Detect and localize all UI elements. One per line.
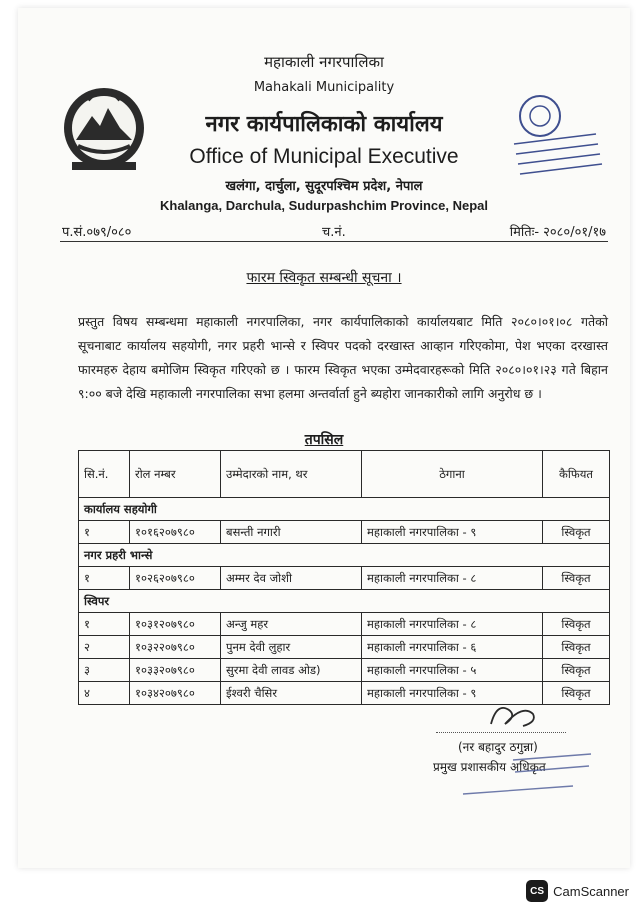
schedule-heading: तपसिल (304, 432, 344, 448)
candidate-table (78, 450, 610, 705)
address-cell: महाकाली नगरपालिका - ८ (362, 613, 543, 636)
candidate-name-cell: ईश्वरी चैसिर (221, 682, 362, 705)
remarks-cell: स्विकृत (543, 521, 610, 544)
group-row (79, 544, 610, 567)
serial-cell: २ (79, 636, 130, 659)
remarks-cell: स्विकृत (543, 636, 610, 659)
letter-date: मितिः- २०८०/०१/१७ (509, 225, 606, 240)
candidate-name-cell: सुरमा देवी लावड ओड) (221, 659, 362, 682)
roll-number-cell: १०३४२०७९८० (130, 682, 221, 705)
camscanner-label: CamScanner (553, 883, 629, 899)
address-cell: महाकाली नगरपालिका - ५ (362, 659, 543, 682)
serial-cell: ४ (79, 682, 130, 705)
table-row (79, 659, 610, 682)
table-header-row (79, 451, 610, 498)
serial-cell: ३ (79, 659, 130, 682)
divider (60, 241, 608, 242)
group-title: नगर प्रहरी भान्से (79, 544, 610, 567)
notice-subject: फारम स्विकृत सम्बन्धी सूचना । (246, 270, 402, 286)
remarks-cell: स्विकृत (543, 659, 610, 682)
serial-cell: १ (79, 613, 130, 636)
camscanner-logo-icon: CS (526, 880, 548, 902)
column-header: सि.नं. (79, 451, 130, 498)
table-row (79, 636, 610, 659)
roll-number-cell: १०३३२०७९८० (130, 659, 221, 682)
letter-number: प.सं.०७९/०८० (62, 225, 132, 240)
dispatch-number: च.नं. (322, 225, 346, 240)
candidate-name-cell: बसन्ती नगारी (221, 521, 362, 544)
camscanner-watermark (526, 880, 629, 902)
address-np: खलंगा, दार्चुला, सुदूरपश्चिम प्रदेश, नेपाल (225, 179, 423, 194)
group-row (79, 498, 610, 521)
roll-number-cell: १०१६२०७९८० (130, 521, 221, 544)
column-header: ठेगाना (362, 451, 543, 498)
table-row (79, 567, 610, 590)
group-title: स्विपर (79, 590, 610, 613)
executive-title-np: नगर कार्यपालिकाको कार्यालय (205, 112, 443, 137)
roll-number-cell: १०३१२०७९८० (130, 613, 221, 636)
signature-stamp-icon (443, 750, 593, 800)
column-header: रोल नम्बर (130, 451, 221, 498)
address-cell: महाकाली नगरपालिका - ८ (362, 567, 543, 590)
address-cell: महाकाली नगरपालिका - ९ (362, 682, 543, 705)
signatory-name: (नर बहादुर ठगुन्ना) (458, 740, 538, 754)
serial-cell: १ (79, 567, 130, 590)
address-cell: महाकाली नगरपालिका - ९ (362, 521, 543, 544)
address-en: Khalanga, Darchula, Sudurpashchim Province, Nepal (160, 198, 488, 213)
signature-line (436, 732, 566, 733)
executive-title-en: Office of Municipal Executive (189, 145, 459, 168)
roll-number-cell: १०२६२०७९८० (130, 567, 221, 590)
notice-body: प्रस्तुत विषय सम्बन्धमा महाकाली नगरपालिका, नगर कार्यपालिकाको कार्यालयबाट मिति २०८०।०१।०८ गतेको सूचनाबाट कार्यालय सहयोगी, नगर प्रहरी भान्से र स्विपर पदको दरखास्त आव्हान गरिएकोमा, पेश भएका दरखास्त फारमहरु देहाय बमोजिम स्विकृत गरिएको छ । फारम स्विकृत भएका उम्मेदवारहरूको मिति २०८०।०१।२३ गते बिहान ९:०० बजे देखि महाकाली नगरपालिका सभा हलमा अन्तर्वार्ता हुने ब्यहोरा जानकारीको लागि अनुरोध छ । (78, 314, 608, 401)
column-header: उम्मेदारको नाम, थर (221, 451, 362, 498)
remarks-cell: स्विकृत (543, 567, 610, 590)
table-row (79, 521, 610, 544)
document-page (18, 8, 630, 868)
signatory-title: प्रमुख प्रशासकीय अधिकृत (433, 760, 546, 774)
group-title: कार्यालय सहयोगी (79, 498, 610, 521)
table-row (79, 613, 610, 636)
address-cell: महाकाली नगरपालिका - ६ (362, 636, 543, 659)
signature-icon (483, 700, 543, 732)
group-row (79, 590, 610, 613)
serial-cell: १ (79, 521, 130, 544)
candidate-name-cell: पुनम देवी लुहार (221, 636, 362, 659)
office-stamp-icon (506, 88, 604, 176)
roll-number-cell: १०३२२०७९८० (130, 636, 221, 659)
candidate-name-cell: अन्जु महर (221, 613, 362, 636)
office-name-np: महाकाली नगरपालिका (264, 53, 384, 71)
remarks-cell: स्विकृत (543, 682, 610, 705)
office-name-en: Mahakali Municipality (253, 80, 395, 95)
candidate-name-cell: अम्मर देव जोशी (221, 567, 362, 590)
remarks-cell: स्विकृत (543, 613, 610, 636)
column-header: कैफियत (543, 451, 610, 498)
